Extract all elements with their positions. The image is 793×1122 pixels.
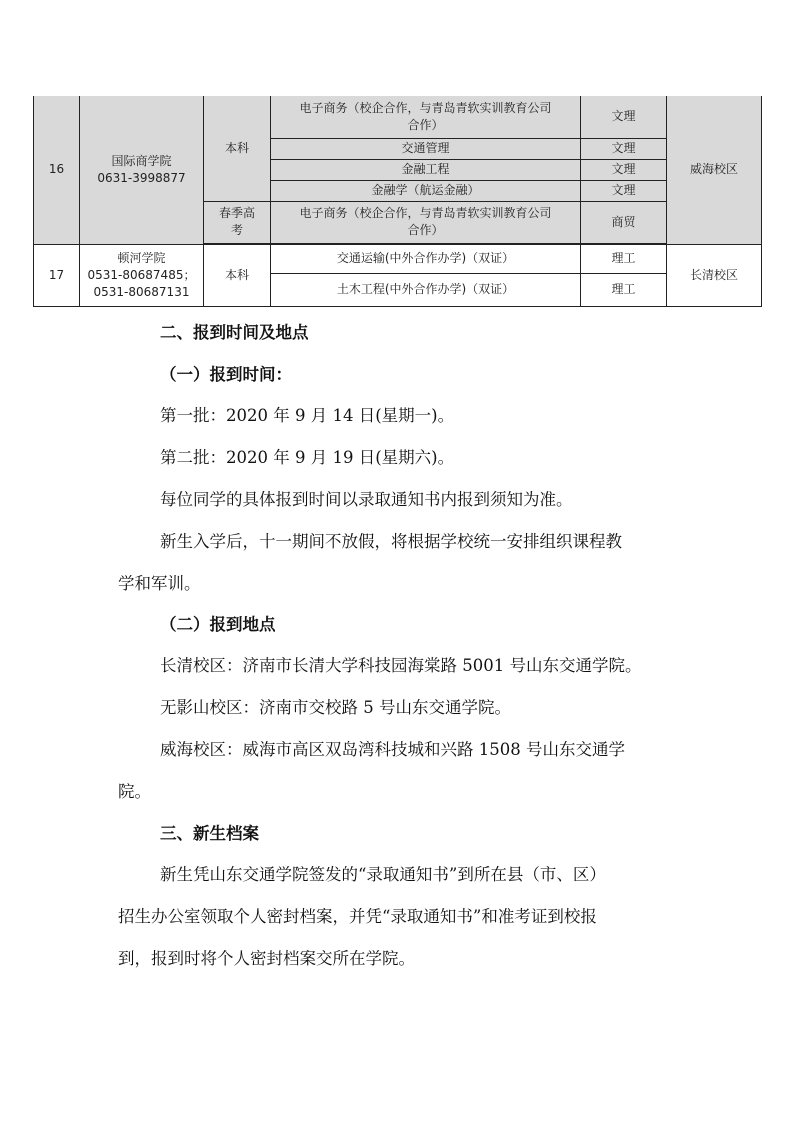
paragraph-continuation: 院。: [118, 782, 151, 801]
college-phone: 0631-3998877: [97, 170, 186, 185]
level-cell: 本科: [204, 96, 271, 201]
subsection-heading: （一）报到时间：: [160, 365, 292, 384]
campus-cell: 长清校区: [667, 244, 762, 306]
subject-cell: 商贸: [581, 201, 667, 243]
subject-cell: 理工: [581, 244, 667, 273]
subject-cell: 文理: [581, 96, 667, 138]
paragraph: 第一批：2020 年 9 月 14 日(星期一)。: [160, 406, 455, 425]
college-name: 顿河学院: [117, 250, 166, 265]
major-cell: 金融学（航运金融）: [271, 180, 581, 201]
paragraph-continuation: 学和军训。: [118, 574, 201, 593]
college-phone: 0531-80687485；: [87, 267, 196, 282]
campus-cell: 威海校区: [667, 96, 762, 244]
table-row: [34, 244, 762, 273]
level-cell: 春季高 考: [204, 201, 271, 243]
paragraph: 威海校区：威海市高区双岛湾科技城和兴路 1508 号山东交通学: [160, 740, 625, 759]
paragraph: 新生凭山东交通学院签发的“录取通知书”到所在县（市、区）: [160, 865, 606, 884]
enrollment-table: [33, 96, 762, 307]
paragraph-continuation: 招生办公室领取个人密封档案，并凭“录取通知书”和准考证到校报: [118, 907, 597, 926]
major-cell: 土木工程(中外合作办学)（双证）: [271, 273, 581, 306]
major-cell: 交通运输(中外合作办学)（双证）: [271, 244, 581, 273]
table-row: [34, 96, 762, 138]
major-cell: 金融工程: [271, 159, 581, 180]
subject-cell: 文理: [581, 180, 667, 201]
row-number: 16: [34, 96, 80, 244]
major-cell: 交通管理: [271, 138, 581, 159]
college-cell: [80, 244, 204, 306]
college-phone: 0531-80687131: [93, 284, 190, 299]
subject-cell: 文理: [581, 159, 667, 180]
paragraph: 长清校区：济南市长清大学科技园海棠路 5001 号山东交通学院。: [160, 656, 642, 675]
subject-cell: 理工: [581, 273, 667, 306]
row-number: 17: [34, 244, 80, 306]
major-cell: 电子商务（校企合作，与青岛青软实训教育公司 合作）: [271, 96, 581, 138]
major-cell: 电子商务（校企合作，与青岛青软实训教育公司 合作）: [271, 201, 581, 243]
paragraph: 无影山校区：济南市交校路 5 号山东交通学院。: [160, 698, 511, 717]
subject-cell: 文理: [581, 138, 667, 159]
paragraph: 每位同学的具体报到时间以录取通知书内报到须知为准。: [160, 490, 573, 509]
paragraph: 新生入学后，十一期间不放假，将根据学校统一安排组织课程教: [160, 532, 622, 551]
level-cell: 本科: [204, 244, 271, 306]
college-cell: [80, 96, 204, 244]
section-heading: 二、报到时间及地点: [160, 323, 309, 342]
paragraph: 第二批：2020 年 9 月 19 日(星期六)。: [160, 448, 455, 467]
paragraph-continuation: 到，报到时将个人密封档案交所在学院。: [118, 949, 415, 968]
subsection-heading: （二）报到地点: [160, 615, 276, 634]
college-name: 国际商学院: [111, 153, 172, 168]
section-heading: 三、新生档案: [160, 824, 259, 843]
